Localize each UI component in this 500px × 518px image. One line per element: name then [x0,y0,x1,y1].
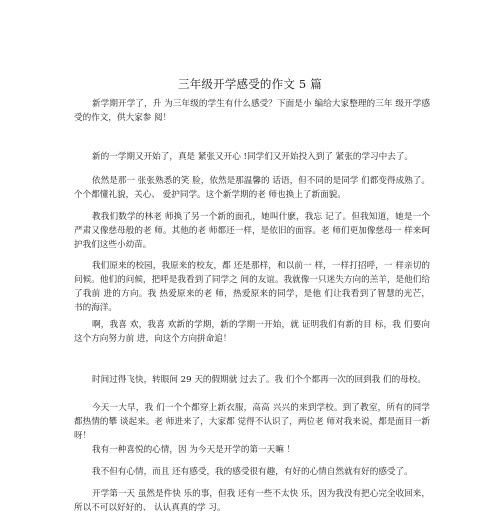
paragraph-8: 我有一种喜悦的心情，因 为今天是开学的第一天嘛 ！ [92,445,296,455]
paragraph-4: 我们原来的校园，我原来的校友，都 还是那样，和以前一 样，一样打招呼，一 样亲切的问候。他们的问候，把呼是我看到了同学之 间的友谊。我就像一只迷失方向的羔羊，是他们给了我前 进的方向。我 热爱原来的老 师，热爱原来的同学，是他 们让我看到了智慧的光芒， 书的海洋。 [74,261,430,313]
paragraph-9: 我不但有心情，而且 还有感受，我的感受很有趣，有好的心情自然就有好的感受了。 [92,467,413,477]
paragraph-7: 今天一大早，我 们一个个都穿上新衣服，高高 兴兴的来到学校。到了教室，所有的同学都热情的攀 谈起来。老 师进来了，大家都 觉得不认识了，两位老 师对我来说，都是面目一新呀！ [74,403,430,441]
paragraph-3: 教我们数学的林老 师换了另一个新的面孔，她叫什麽，我忘 记了。但我知道，她是一个严肃又像慈母般的老 师。其他的老 师都还一样，是依旧的面容。老 师们更加像慈母一 样来呵护我们这些小幼苗。 [74,212,430,250]
paragraph-6: 时间过得飞快，转眼间 29 天的假期就 过去了。我 们个个都再一次的回到我 们的母校。 [92,375,426,385]
paragraph-2: 依然是那一 张张熟悉的笑 脸，依然是那温馨的 话语，但不同的是同学 们都变得成熟了。个个都懂礼貌，关心、 爱护同学。这个新学期的老 师也换上了新面貌。 [74,176,430,200]
paragraph-10: 开学第一天 虽然是件快 乐的事，但我 还有一些不太快 乐，因为我没有把心完全收回来，所以不可以好好的、 认认真真的学 习。 [74,489,430,513]
document-title: 三年级开学感受的作文 5 篇 [178,77,322,91]
paragraph-intro: 新学期开学了，升 为三年级的学生有什么感受？下面是小 编给大家整理的三年 级开学感受的作文，供大家参 阅！ [74,99,430,123]
paragraph-1: 新的一学期又开始了，真是 紧张又开心 !同学们又开始投入到了 紧张的学习中去了。 [92,152,414,162]
paragraph-5: 啊，我喜 欢，我喜 欢新的学期，新的学期一开始，就 证明我们有新的目 标，我 们要向这个方向努力前 进，向这个方向拼命追！ [74,320,430,344]
